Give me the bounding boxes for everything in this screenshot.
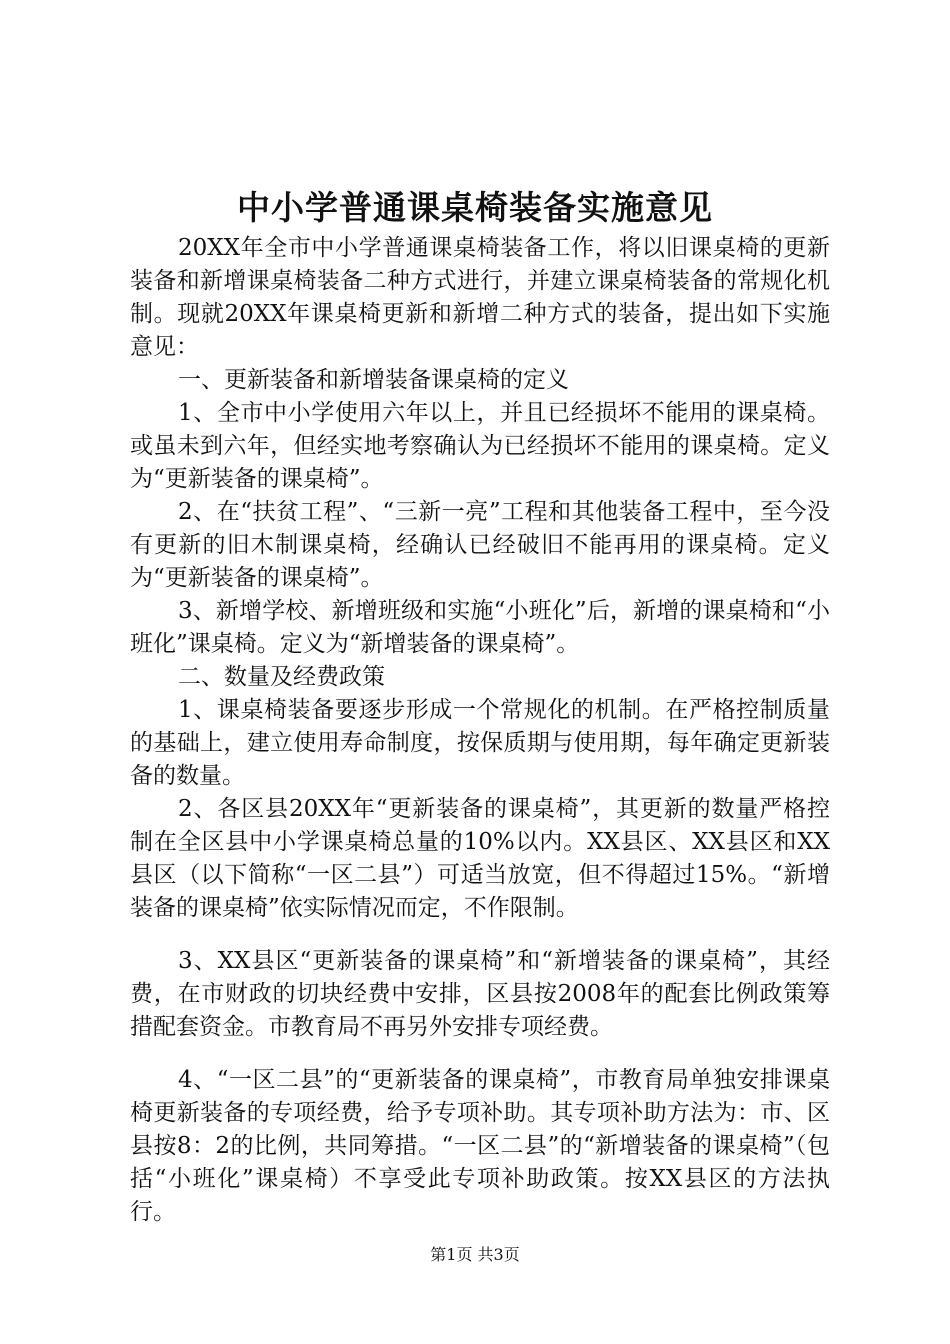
policy-item-1: 1、课桌椅装备要逐步形成一个常规化的机制。在严格控制质量的基础上，建立使用寿命制度，按保质期与使用期，每年确定更新装备的数量。 bbox=[130, 697, 830, 789]
document-body bbox=[130, 232, 830, 1229]
policy-item-2: 2、各区县20XX年“更新装备的课桌椅”，其更新的数量严格控制在全区县中小学课桌椅总量的10%以内。XX县区、XX县区和XX县区（以下简称“一区二县”）可适当放宽，但不得超过15%。“新增装备的课桌椅”依实际情况而定，不作限制。 bbox=[130, 796, 830, 921]
page-number-footer: 第1页 共3页 bbox=[430, 1245, 520, 1264]
section-heading-definitions: 一、更新装备和新增装备课桌椅的定义 bbox=[178, 367, 569, 393]
policy-item-4: 4、“一区二县”的“更新装备的课桌椅”，市教育局单独安排课桌椅更新装备的专项经费，给予专项补助。其专项补助方法为：市、区县按8：2的比例，共同筹措。“一区二县”的“新增装备的课桌椅”（包括“小班化”课桌椅）不享受此专项补助政策。按XX县区的方法执行。 bbox=[130, 1067, 830, 1225]
section-heading-quantity-funding: 二、数量及经费政策 bbox=[178, 664, 385, 690]
policy-item-3: 3、XX县区“更新装备的课桌椅”和“新增装备的课桌椅”，其经费，在市财政的切块经费中安排，区县按2008年的配套比例政策筹措配套资金。市教育局不再另外安排专项经费。 bbox=[130, 948, 830, 1040]
document-title: 中小学普通课桌椅装备实施意见 bbox=[237, 188, 713, 227]
definition-item-2: 2、在“扶贫工程”、“三新一亮”工程和其他装备工程中，至今没有更新的旧木制课桌椅，经确认已经破旧不能再用的课桌椅。定义为“更新装备的课桌椅”。 bbox=[130, 499, 830, 591]
definition-item-3: 3、新增学校、新增班级和实施“小班化”后，新增的课桌椅和“小班化”课桌椅。定义为“新增装备的课桌椅”。 bbox=[130, 598, 830, 657]
definition-item-1: 1、全市中小学使用六年以上，并且已经损坏不能用的课桌椅。或虽未到六年，但经实地考察确认为已经损坏不能用的课桌椅。定义为“更新装备的课桌椅”。 bbox=[130, 400, 830, 492]
intro-paragraph: 20XX年全市中小学普通课桌椅装备工作，将以旧课桌椅的更新装备和新增课桌椅装备二种方式进行，并建立课桌椅装备的常规化机制。现就20XX年课桌椅更新和新增二种方式的装备，提出如下实施意见： bbox=[130, 235, 830, 360]
